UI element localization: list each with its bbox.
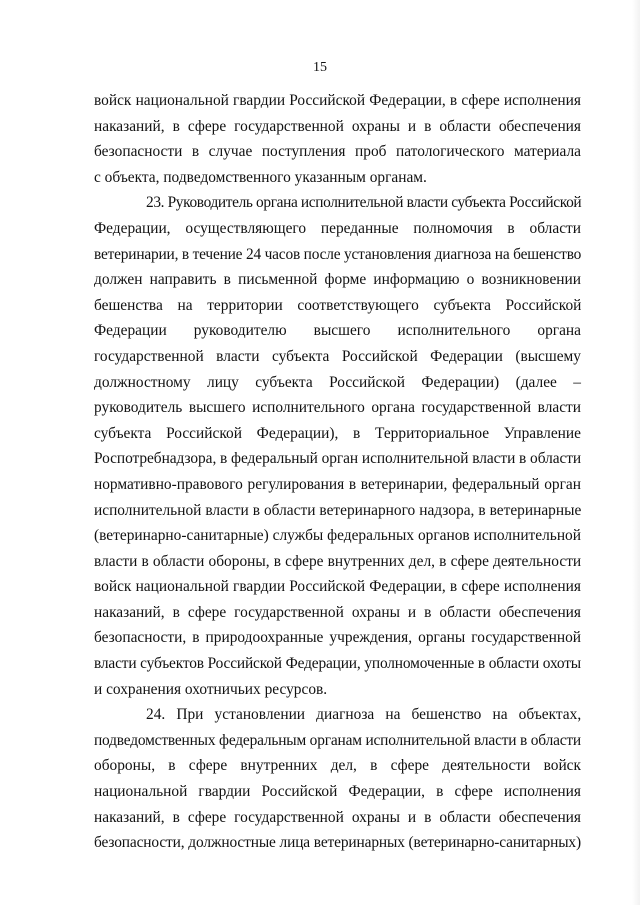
text-line: с объекта, подведомственного указанным органам. (94, 168, 427, 186)
text-line: власти субъектов Российской Федерации, уполномоченные в области охоты (94, 655, 581, 673)
paragraph-item-24 (94, 702, 581, 856)
text-line: 24. При установлении диагноза на бешенство на объектах, (146, 706, 582, 724)
text-line: безопасности, в природоохранные учреждения, органы государственной (94, 629, 581, 647)
text-line: и сохранения охотничьих ресурсов. (94, 680, 328, 698)
text-line: должностному лицу субъекта Российской Федерации) (далее – (94, 373, 581, 391)
text-line: ветеринарии, в течение 24 часов после установления диагноза на бешенство (94, 245, 582, 263)
text-line: Федерации, осуществляющего переданные полномочия в области (94, 219, 581, 237)
text-line: исполнительной власти в области ветеринарного надзора, в ветеринарные (94, 501, 582, 519)
text-line: Роспотребнадзора, в федеральный орган исполнительной власти в области (94, 450, 582, 468)
text-line: Федерации руководителю высшего исполнительного органа (94, 322, 581, 340)
text-line: подведомственных федеральным органам исполнительной власти в области (94, 731, 581, 749)
text-line: 23. Руководитель органа исполнительной власти субъекта Российской (146, 194, 582, 212)
text-line: обороны, в сфере внутренних дел, в сфере деятельности войск (94, 757, 581, 775)
text-line: наказаний, в сфере государственной охраны и в области обеспечения (94, 603, 581, 621)
document-body (94, 88, 581, 856)
text-line: нормативно-правового регулирования в ветеринарии, федеральный орган (94, 475, 581, 493)
paragraph-item-23 (94, 190, 581, 702)
text-line: субъекта Российской Федерации), в Территориальное Управление (94, 424, 581, 442)
text-line: войск национальной гвардии Российской Федерации, в сфере исполнения (94, 92, 581, 109)
text-line: государственной власти субъекта Российской Федерации (высшему (94, 347, 581, 365)
page-edge-shadow (632, 0, 640, 905)
text-line: (ветеринарно-санитарные) службы федеральных органов исполнительной (94, 527, 581, 545)
paragraph-continuation (94, 88, 581, 190)
text-line: войск национальной гвардии Российской Федерации, в сфере исполнения (94, 578, 581, 596)
text-line: бешенства на территории соответствующего субъекта Российской (94, 296, 582, 314)
text-line: безопасности, должностные лица ветеринарных (ветеринарно-санитарных) (94, 834, 581, 852)
text-line: власти в области обороны, в сфере внутренних дел, в сфере деятельности (94, 552, 582, 570)
text-line: наказаний, в сфере государственной охраны и в области обеспечения (94, 808, 581, 826)
text-line: безопасности в случае поступления проб патологического материала (94, 143, 581, 161)
text-line: наказаний, в сфере государственной охраны и в области обеспечения (94, 117, 581, 135)
text-line: руководитель высшего исполнительного органа государственной власти (94, 399, 581, 417)
text-line: национальной гвардии Российской Федерации, в сфере исполнения (94, 783, 581, 801)
page-number: 15 (313, 60, 327, 75)
text-line: должен направить в письменной форме информацию о возникновении (94, 271, 581, 289)
